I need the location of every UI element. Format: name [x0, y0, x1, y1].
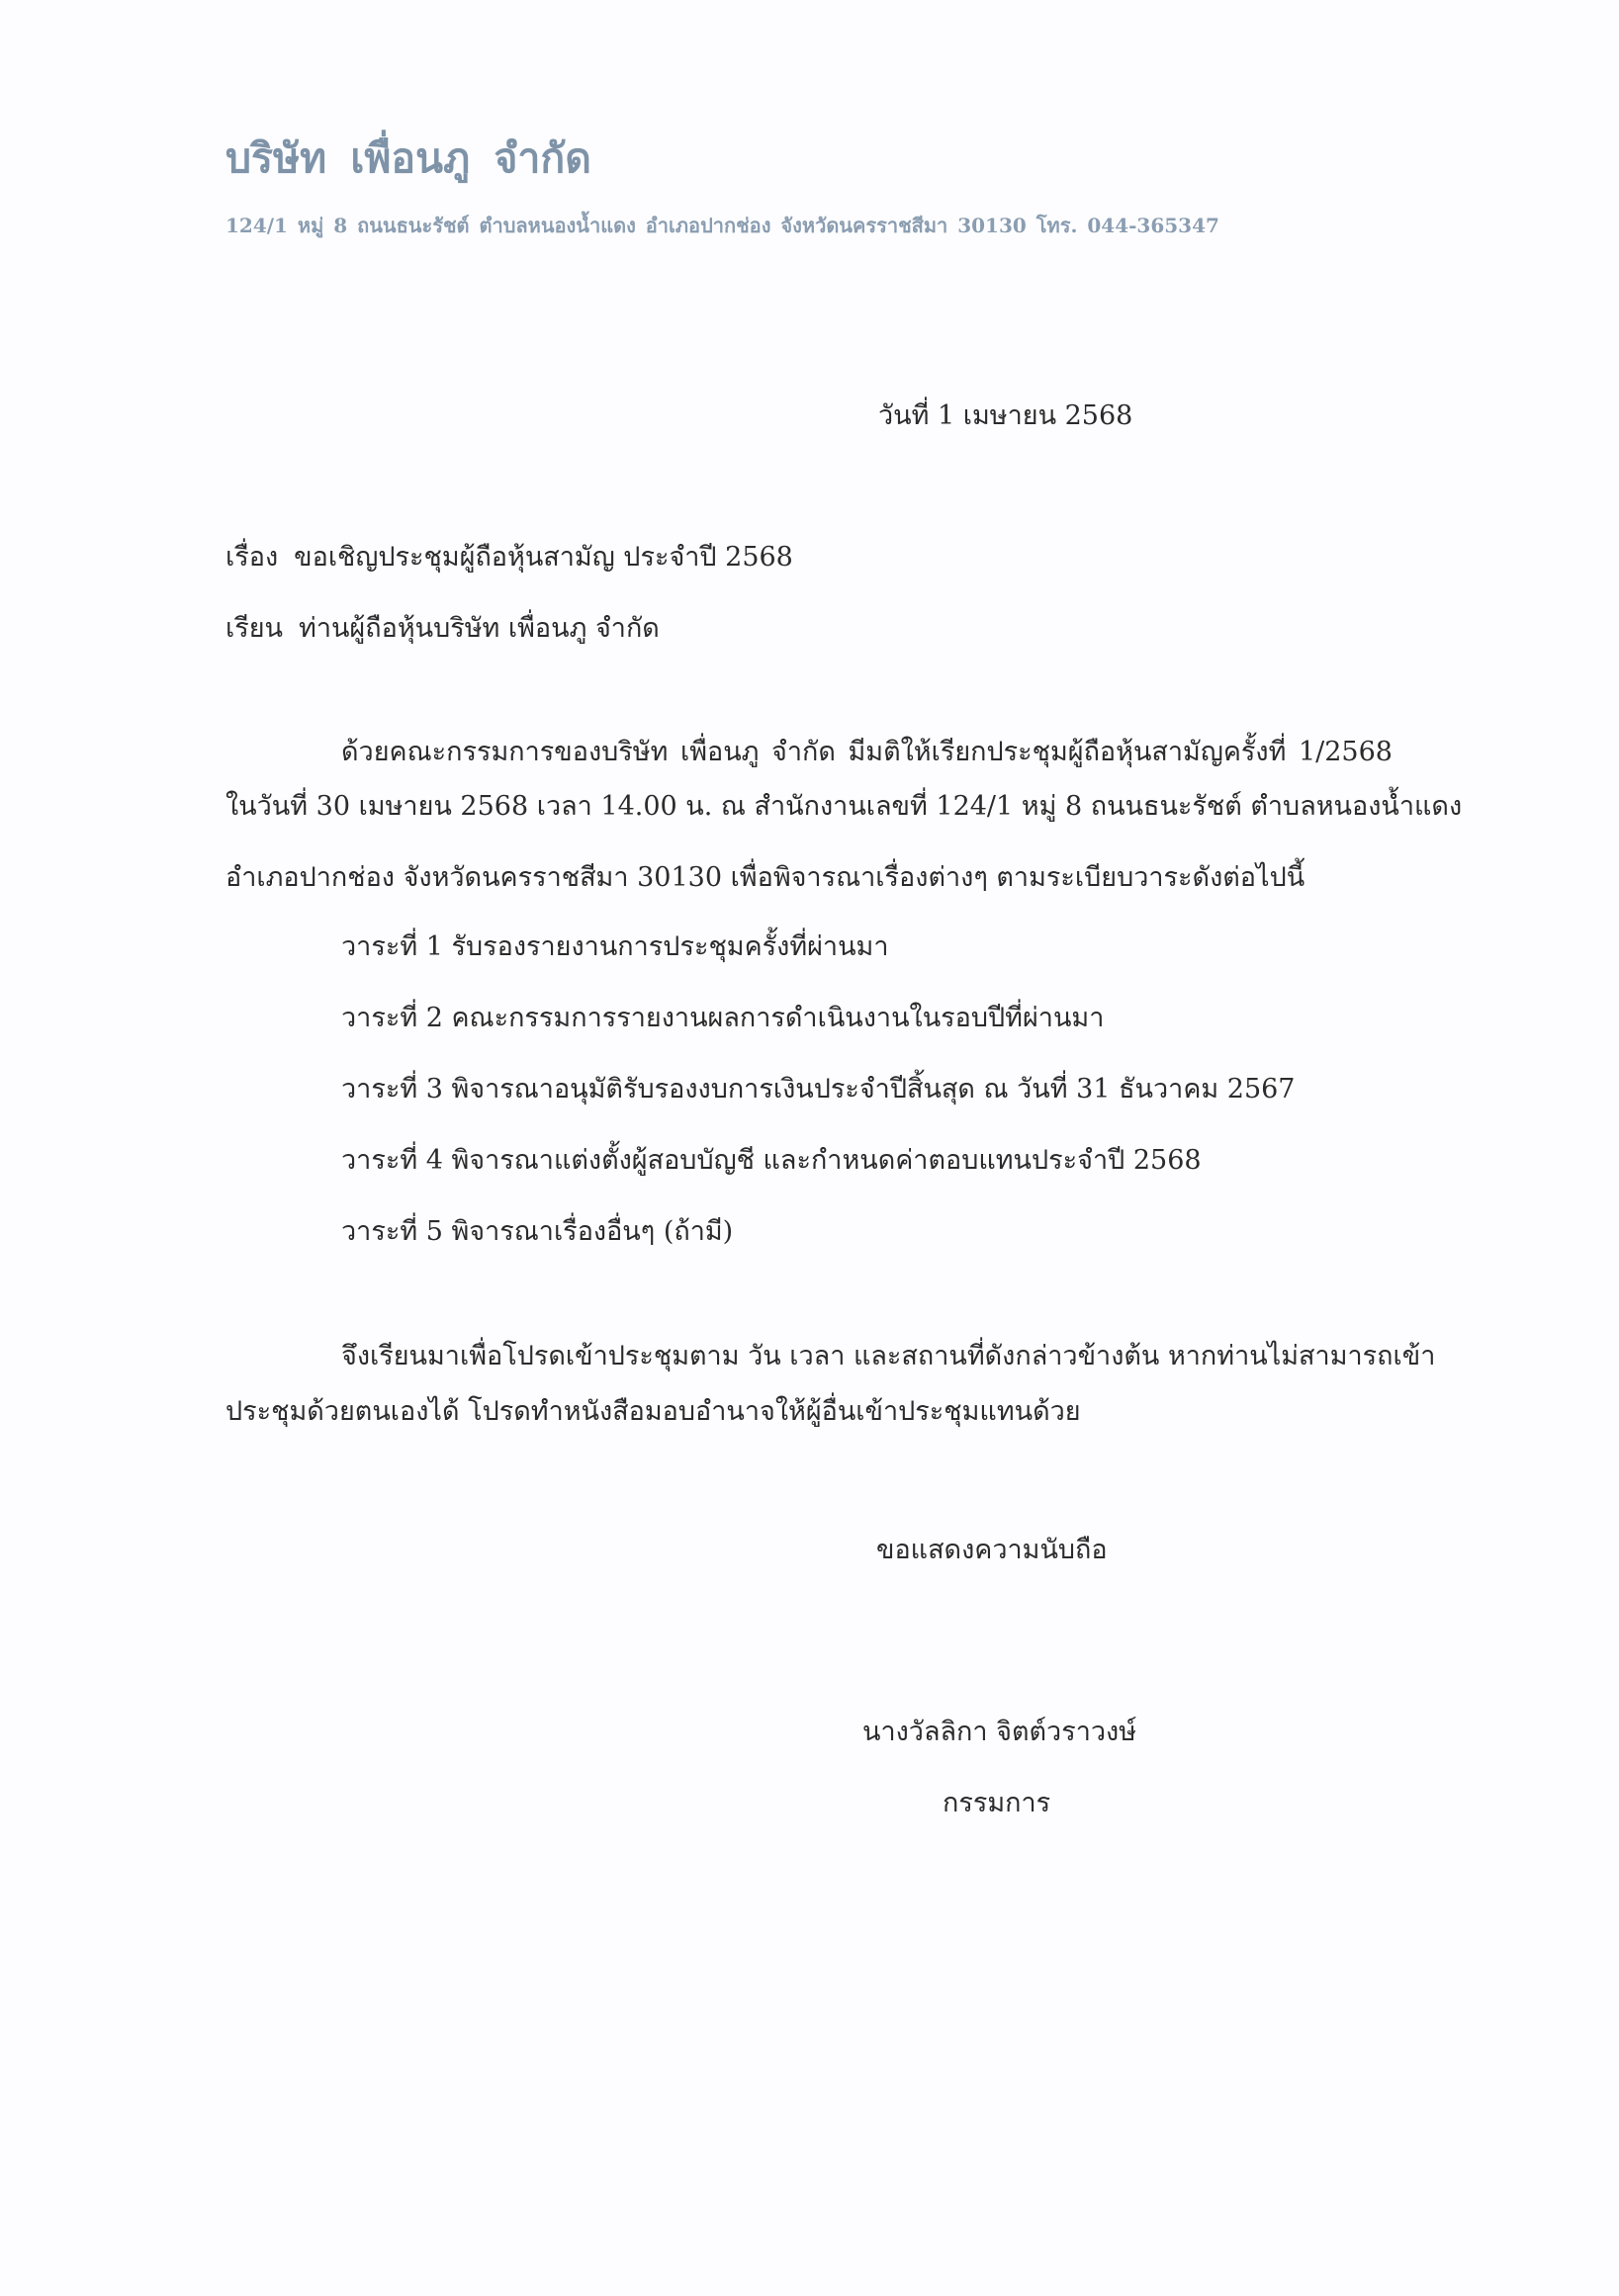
paragraph2-line1: จึงเรียนมาเพื่อโปรดเข้าประชุมตาม วัน เวลา และสถานที่ดังกล่าวข้างต้น หากท่านไม่สามารถเข้า [341, 1341, 1436, 1371]
subject-text: ขอเชิญประชุมผู้ถือหุ้นสามัญ ประจำปี 2568 [294, 542, 793, 573]
closing-salutation: ขอแสดงความนับถือ [876, 1535, 1108, 1565]
signer-name: นางวัลลิกา จิตต์วราวงษ์ [862, 1717, 1137, 1747]
recipient-line [225, 613, 660, 645]
recipient-label: เรียน [225, 613, 284, 644]
paragraph2-line2: ประชุมด้วยตนเองได้ โปรดทำหนังสือมอบอำนาจให้ผู้อื่นเข้าประชุมแทนด้วย [225, 1396, 1081, 1427]
agenda-item-4: วาระที่ 4 พิจารณาแต่งตั้งผู้สอบบัญชี และกำหนดค่าตอบแทนประจำปี 2568 [341, 1145, 1202, 1176]
letter-date: วันที่ 1 เมษายน 2568 [878, 400, 1133, 431]
agenda-item-3: วาระที่ 3 พิจารณาอนุมัติรับรองงบการเงินประจำปีสิ้นสุด ณ วันที่ 31 ธันวาคม 2567 [341, 1074, 1296, 1104]
paragraph1-line1: ด้วยคณะกรรมการของบริษัท เพื่อนภู จำกัด มีมติให้เรียกประชุมผู้ถือหุ้นสามัญครั้งที่ 1/2568 [341, 737, 1393, 767]
company-address: 124/1 หมู่ 8 ถนนธนะรัชต์ ตำบลหนองน้ำแดง อำเภอปากช่อง จังหวัดนครราชสีมา 30130 โทร. 044-365347 [225, 214, 1219, 237]
subject-line [225, 542, 793, 574]
subject-label: เรื่อง [225, 542, 279, 573]
company-name: บริษัท เพื่อนภู จำกัด [225, 134, 591, 182]
recipient-text: ท่านผู้ถือหุ้นบริษัท เพื่อนภู จำกัด [299, 613, 660, 644]
paragraph1-line2: ในวันที่ 30 เมษายน 2568 เวลา 14.00 น. ณ สำนักงานเลขที่ 124/1 หมู่ 8 ถนนธนะรัชต์ ตำบลหนองน้ำแดง [225, 791, 1463, 822]
paragraph1-line3: อำเภอปากช่อง จังหวัดนครราชสีมา 30130 เพื่อพิจารณาเรื่องต่างๆ ตามระเบียบวาระดังต่อไปนี้ [225, 862, 1305, 893]
signer-position: กรรมการ [943, 1788, 1051, 1818]
agenda-item-1: วาระที่ 1 รับรองรายงานการประชุมครั้งที่ผ่านมา [341, 931, 889, 962]
agenda-item-5: วาระที่ 5 พิจารณาเรื่องอื่นๆ (ถ้ามี) [341, 1216, 734, 1247]
agenda-item-2: วาระที่ 2 คณะกรรมการรายงานผลการดำเนินงานในรอบปีที่ผ่านมา [341, 1003, 1105, 1033]
